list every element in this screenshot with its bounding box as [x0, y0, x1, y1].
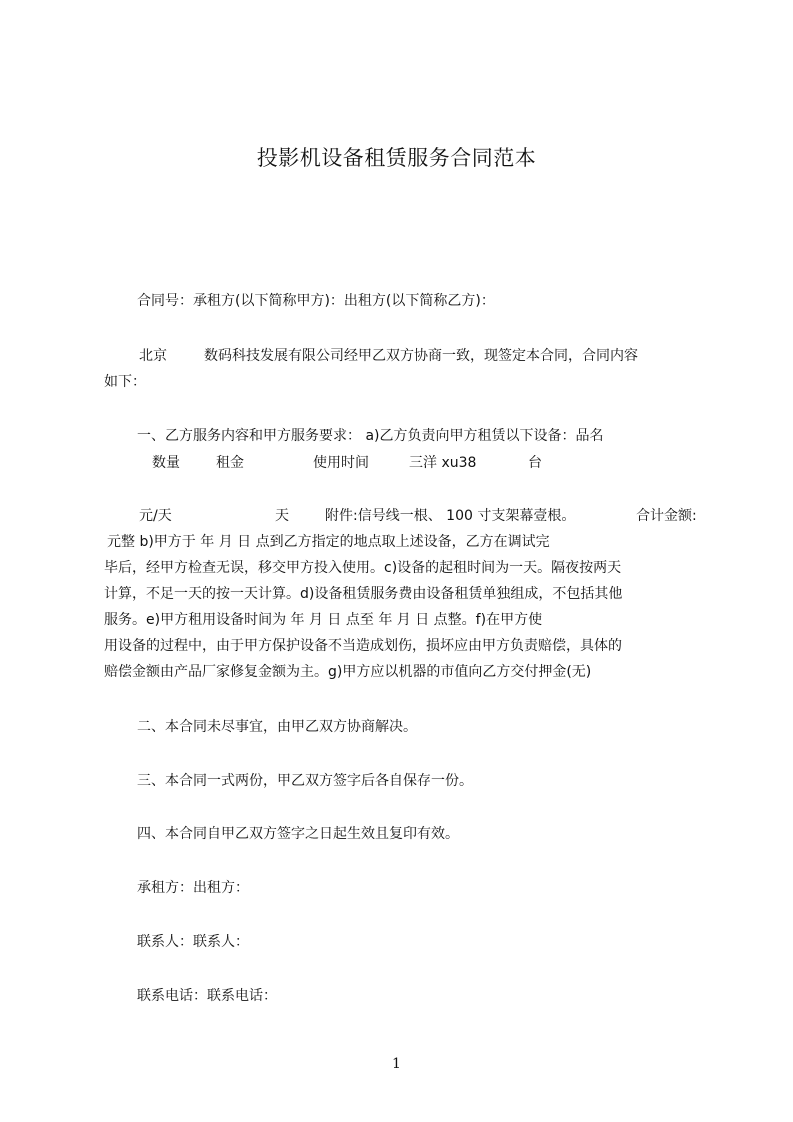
accessories: 附件:信号线一根、 100 寸支架幕壹根。: [325, 508, 576, 524]
equipment-unit: 台: [528, 455, 542, 471]
intro-line-1: 数码科技发展有限公司经甲乙双方协商一致，现签定本合同，合同内容: [204, 348, 638, 364]
section3: 三、本合同一式两份，甲乙双方签字后各自保存一份。: [137, 773, 473, 789]
days-unit: 天: [275, 508, 289, 524]
section2: 二、本合同未尽事宜，由甲乙双方协商解决。: [137, 719, 417, 735]
section1-line-1: 元整 b)甲方于 年 月 日 点到乙方指定的地点取上述设备，乙方在调试完: [107, 534, 550, 550]
signature-parties: 承租方：出租方：: [137, 880, 249, 896]
section4: 四、本合同自甲乙双方签字之日起生效且复印有效。: [137, 826, 459, 842]
section1-line-4: 服务。e)甲方租用设备时间为 年 月 日 点至 年 月 日 点整。f)在甲方使: [104, 612, 543, 628]
page-number: 1: [392, 1056, 401, 1072]
total-amount-label: 合计金额:: [636, 508, 697, 524]
document-title: 投影机设备租赁服务合同范本: [256, 146, 537, 170]
section1-line-2: 毕后，经甲方检查无误，移交甲方投入使用。c)设备的起租时间为一天。隔夜按两天: [104, 560, 622, 576]
contract-header-line: 合同号：承租方(以下简称甲方)：出租方(以下简称乙方)：: [137, 293, 495, 309]
equipment-header-quantity: 数量: [152, 455, 180, 471]
signature-phones: 联系电话：联系电话：: [137, 988, 277, 1004]
section1-lead: 一、乙方服务内容和甲方服务要求： a)乙方负责向甲方租赁以下设备：品名: [137, 428, 604, 444]
section1-line-3: 计算，不足一天的按一天计算。d)设备租赁服务费由设备租赁单独组成，不包括其他: [104, 586, 623, 602]
section1-line-6: 赔偿金额由产品厂家修复金额为主。g)甲方应以机器的市值向乙方交付押金(无): [104, 664, 592, 680]
section1-line-5: 用设备的过程中，由于甲方保护设备不当造成划伤，损坏应由甲方负责赔偿，具体的: [104, 638, 622, 654]
equipment-header-usage-time: 使用时间: [313, 455, 369, 471]
intro-line-2: 如下：: [104, 374, 146, 390]
equipment-header-rent: 租金: [216, 455, 244, 471]
rent-unit: 元/天: [139, 508, 172, 524]
signature-contacts: 联系人：联系人：: [137, 934, 249, 950]
intro-city: 北京: [139, 348, 167, 364]
equipment-model: 三洋 xu38: [409, 455, 477, 471]
